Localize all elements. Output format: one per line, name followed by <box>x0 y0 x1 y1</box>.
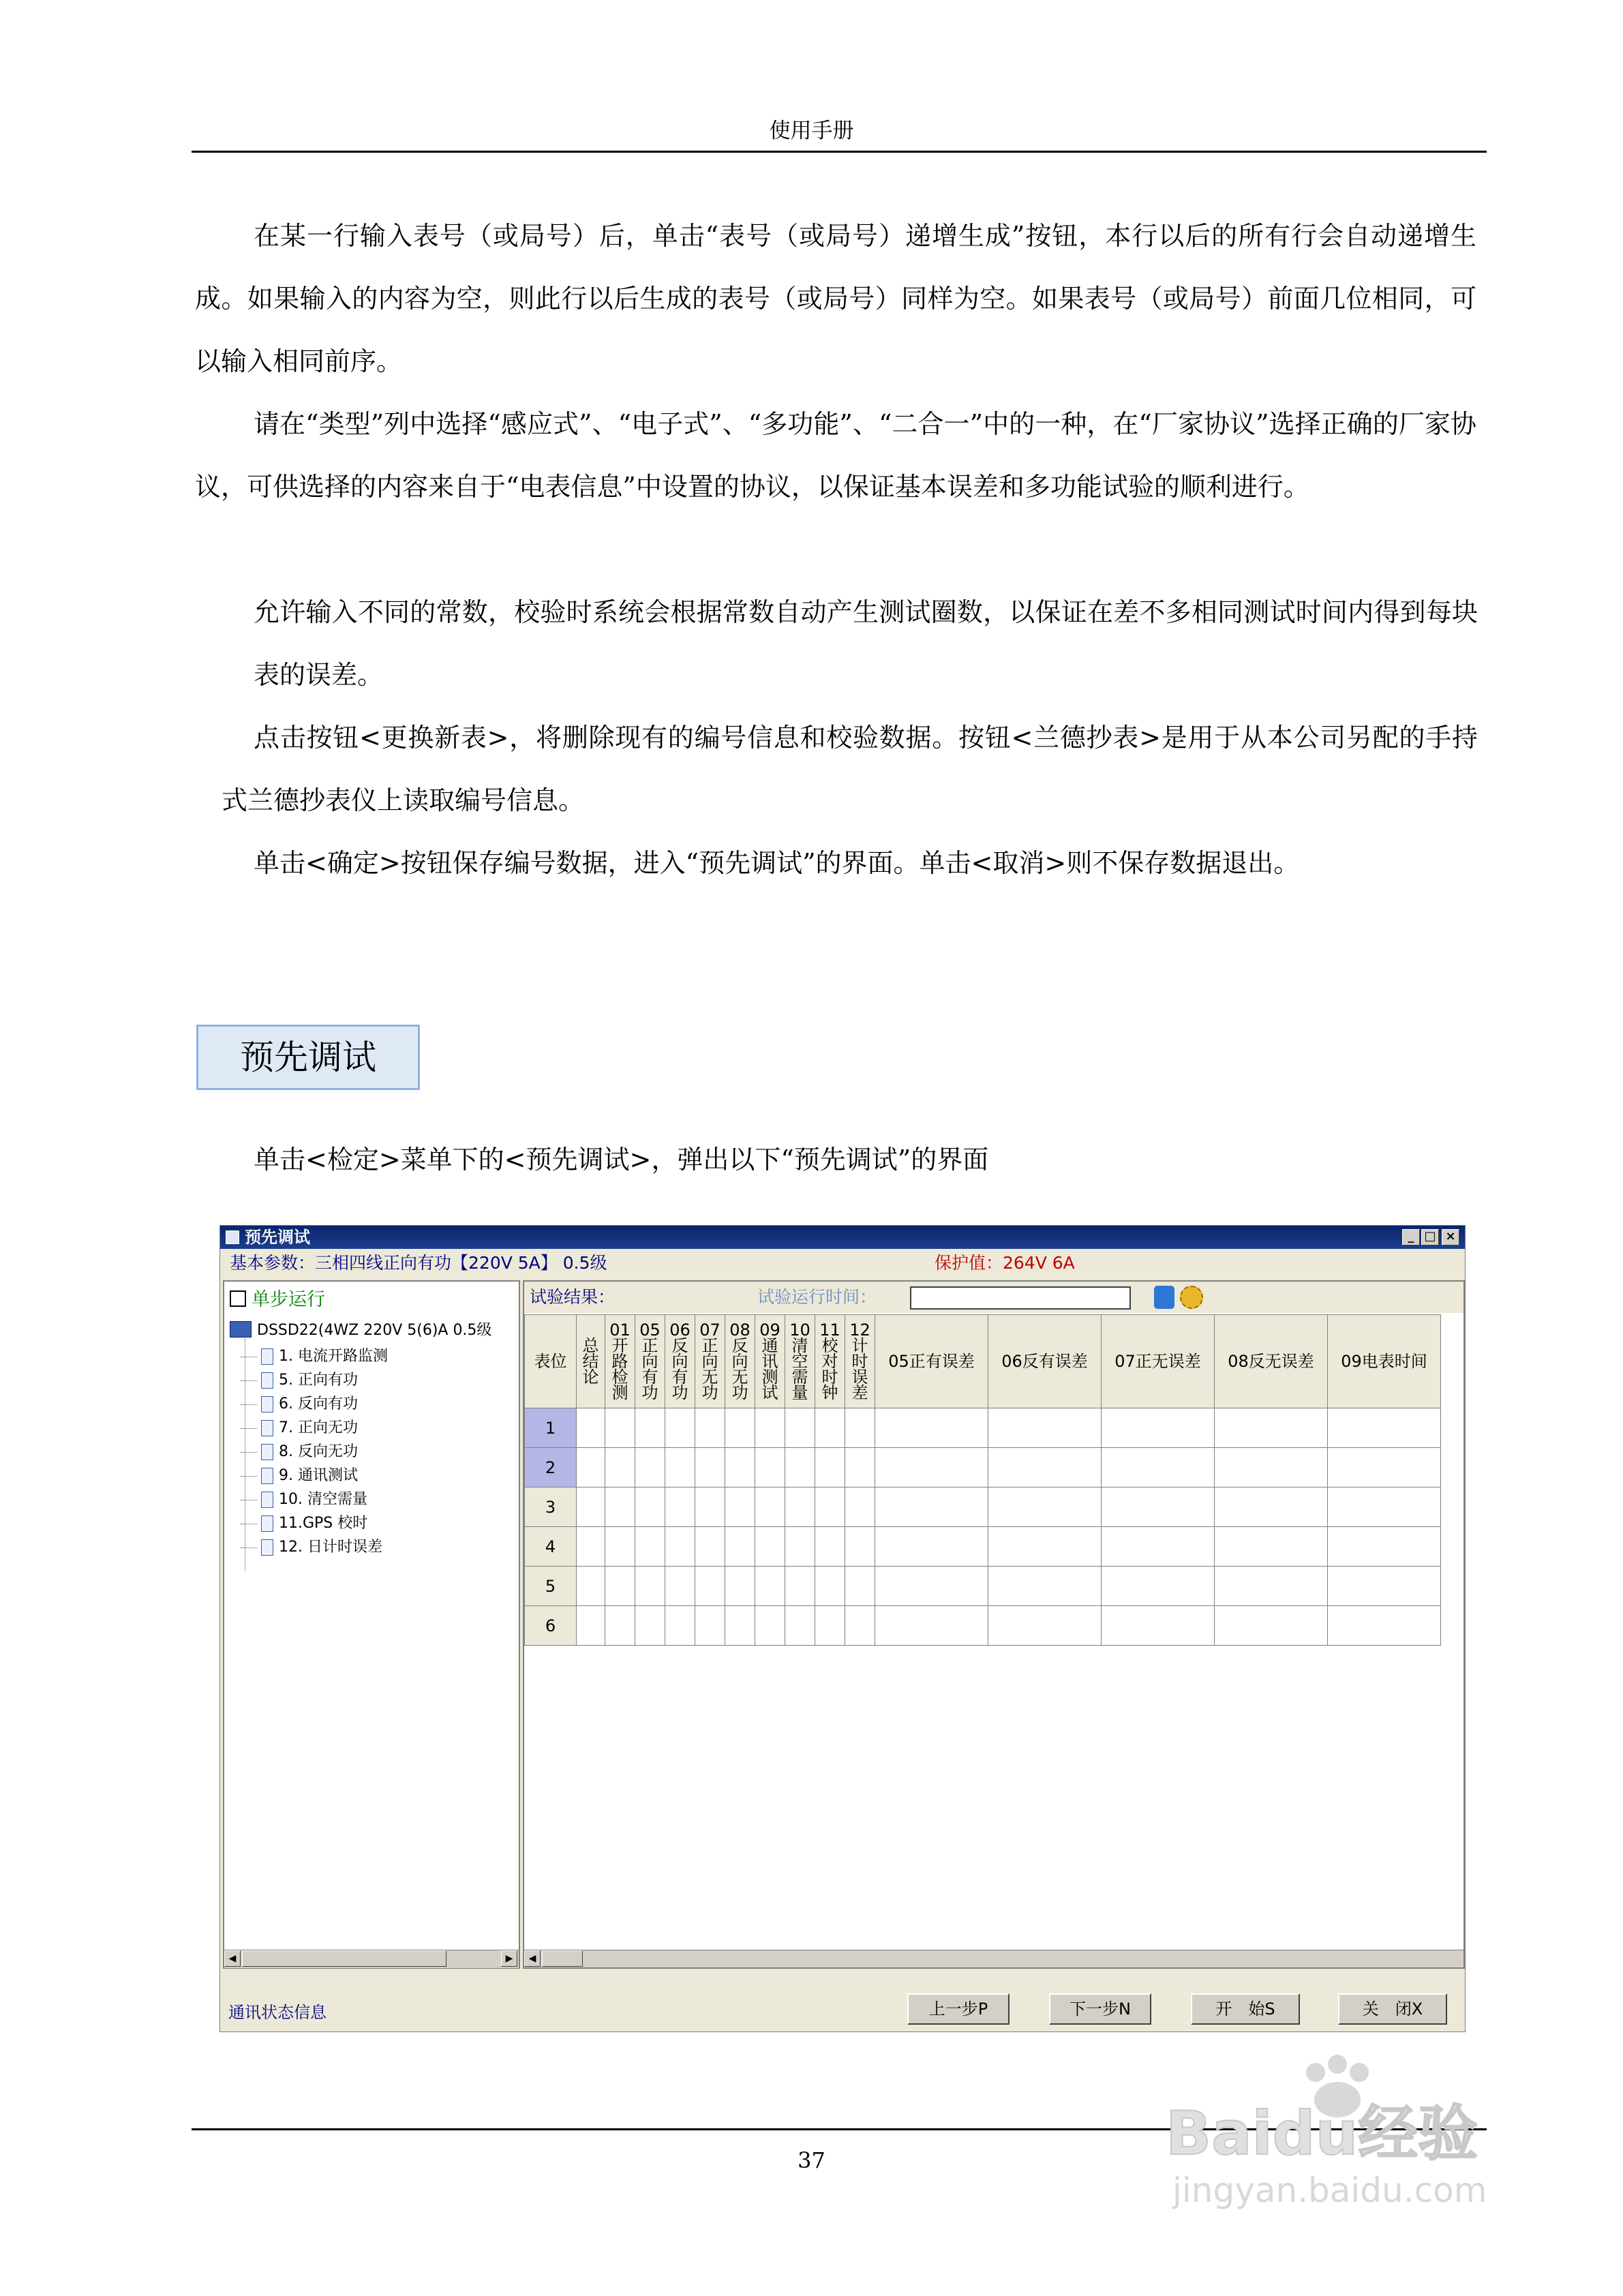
window-title: 预先调试 <box>245 1228 310 1247</box>
column-header[interactable]: 09电表时间 <box>1328 1315 1441 1408</box>
tree-root-label: DSSD22(4WZ 220V 5(6)A 0.5级 <box>257 1322 492 1339</box>
row-number[interactable]: 2 <box>525 1448 577 1487</box>
paragraph-3: 允许输入不同的常数，校验时系统会根据常数自动产生测试圈数，以保证在差不多相同测试时间内得到每块表的误差。 <box>254 597 1478 690</box>
left-hscrollbar[interactable] <box>224 1950 519 1968</box>
watermark-url: jingyan.baidu.com <box>1172 2171 1487 2210</box>
row-number[interactable]: 1 <box>525 1408 577 1448</box>
maximize-button[interactable]: □ <box>1421 1229 1439 1245</box>
minimize-button[interactable]: _ <box>1402 1229 1420 1245</box>
tree-item[interactable]: 9. 通讯测试 <box>241 1464 358 1485</box>
app-window <box>219 1225 1466 2032</box>
tree-item[interactable]: 7. 正向无功 <box>241 1416 358 1437</box>
window-icon <box>226 1230 239 1244</box>
column-header[interactable]: 07正向无功 <box>695 1315 725 1408</box>
tree-item[interactable]: 10. 清空需量 <box>241 1487 367 1509</box>
row-number[interactable]: 6 <box>525 1606 577 1646</box>
column-header[interactable]: 01开路检测 <box>605 1315 635 1408</box>
book-icon <box>230 1321 252 1338</box>
watermark-brand: Baidu经验 <box>1166 2098 1478 2169</box>
run-time-label: 试验运行时间： <box>757 1287 877 1307</box>
table-row[interactable] <box>525 1487 1441 1527</box>
paragraph-4: 点击按钮<更换新表>，将删除现有的编号信息和校验数据。按钮<兰德抄表>是用于从本公司另配的手持式兰德抄表仪上读取编号信息。 <box>222 723 1478 815</box>
params-label: 基本参数：三相四线正向有功【220V 5A】 0.5级 <box>230 1253 607 1273</box>
checkbox-box[interactable] <box>230 1290 246 1307</box>
status-text: 通讯状态信息 <box>228 2003 327 2022</box>
prev-step-button[interactable]: 上一步P <box>907 1993 1010 2025</box>
paragraph-2: 请在“类型”列中选择“感应式”、“电子式”、“多功能”、“二合一”中的一种，在“厂家协议”选择正确的厂家协议，可供选择的内容来自于“电表信息”中设置的协议，以保证基本误差和多功能试验的顺利进行。 <box>195 409 1476 502</box>
column-header[interactable]: 12计时误差 <box>845 1315 875 1408</box>
close-window-button[interactable]: × <box>1442 1229 1459 1245</box>
column-header[interactable]: 08反向无功 <box>725 1315 755 1408</box>
scroll-thumb[interactable] <box>542 1950 583 1967</box>
header-rule <box>192 151 1487 153</box>
table-row[interactable] <box>525 1527 1441 1567</box>
protect-label: 保护值：264V 6A <box>935 1253 1075 1273</box>
column-header[interactable]: 08反无误差 <box>1215 1315 1328 1408</box>
paw-toe <box>1306 2063 1325 2082</box>
tree-item[interactable]: 12. 日计时误差 <box>241 1535 382 1556</box>
intro-text: 单击<检定>菜单下的<预先调试>，弹出以下“预先调试”的界面 <box>254 1145 989 1175</box>
results-pane <box>523 1280 1465 1969</box>
status-bar <box>220 1976 1465 2031</box>
right-hscrollbar[interactable] <box>524 1950 1463 1968</box>
document-icon <box>261 1468 273 1484</box>
column-header[interactable]: 09通讯测试 <box>755 1315 785 1408</box>
row-number[interactable]: 5 <box>525 1567 577 1606</box>
results-label: 试验结果： <box>530 1287 616 1307</box>
tree-item[interactable]: 8. 反向无功 <box>241 1440 358 1461</box>
table-row[interactable] <box>525 1567 1441 1606</box>
table-row[interactable] <box>525 1448 1441 1487</box>
tree-item[interactable]: 1. 电流开路监测 <box>241 1344 388 1365</box>
column-header[interactable]: 07正无误差 <box>1102 1315 1215 1408</box>
page-header-title: 使用手册 <box>769 119 854 143</box>
column-header[interactable]: 06反向有功 <box>665 1315 695 1408</box>
column-header[interactable]: 总结论 <box>577 1315 605 1408</box>
tree-item[interactable]: 11.GPS 校时 <box>241 1511 367 1532</box>
section-title: 预先调试 <box>196 1025 420 1090</box>
close-button[interactable]: 关 闭X <box>1338 1993 1447 2025</box>
document-icon <box>261 1492 273 1508</box>
document-icon <box>261 1396 273 1413</box>
page-number: 37 <box>798 2147 825 2173</box>
paragraph-1: 在某一行输入表号（或局号）后，单击“表号（或局号）递增生成”按钮，本行以后的所有行会自动递增生成。如果输入的内容为空，则此行以后生成的表号（或局号）同样为空。如果表号（或局号）前面几位相同，可以输入相同前序。 <box>195 221 1476 376</box>
baidu-watermark <box>1159 2045 1541 2222</box>
run-time-input[interactable] <box>910 1286 1131 1310</box>
document-icon <box>261 1372 273 1389</box>
column-header[interactable]: 表位 <box>525 1315 577 1408</box>
scroll-left-arrow-icon[interactable]: ◀ <box>224 1950 241 1967</box>
tree-item[interactable]: 6. 反向有功 <box>241 1392 358 1413</box>
single-step-checkbox[interactable] <box>230 1284 325 1311</box>
tree-item[interactable]: 5. 正向有功 <box>241 1368 358 1389</box>
database-icon[interactable] <box>1154 1286 1174 1309</box>
scroll-left-arrow-icon[interactable]: ◀ <box>524 1950 541 1967</box>
column-header[interactable]: 05正有误差 <box>875 1315 988 1408</box>
scroll-thumb[interactable] <box>242 1950 446 1967</box>
row-number[interactable]: 3 <box>525 1487 577 1527</box>
start-button[interactable]: 开 始S <box>1191 1993 1300 2025</box>
tree-root[interactable] <box>230 1318 491 1340</box>
document-icon <box>261 1515 273 1532</box>
document-icon <box>261 1444 273 1460</box>
row-number[interactable]: 4 <box>525 1527 577 1567</box>
table-row[interactable] <box>525 1408 1441 1448</box>
single-step-label: 单步运行 <box>252 1289 325 1310</box>
column-header[interactable]: 05正向有功 <box>635 1315 665 1408</box>
table-row[interactable] <box>525 1606 1441 1646</box>
paragraph-5: 单击<确定>按钮保存编号数据，进入“预先调试”的界面。单击<取消>则不保存数据退出。 <box>254 848 1300 878</box>
paw-toe <box>1350 2063 1369 2082</box>
test-tree-pane <box>223 1280 520 1969</box>
params-row <box>220 1249 1465 1278</box>
paw-toe <box>1328 2055 1347 2074</box>
column-header[interactable]: 06反有误差 <box>988 1315 1102 1408</box>
column-header[interactable]: 11校对时钟 <box>815 1315 845 1408</box>
results-bar <box>524 1282 1463 1313</box>
document-icon <box>261 1420 273 1436</box>
results-grid <box>524 1314 1441 1646</box>
title-bar <box>220 1226 1465 1249</box>
column-header[interactable]: 10清空需量 <box>785 1315 815 1408</box>
scroll-right-arrow-icon[interactable]: ▶ <box>501 1950 517 1967</box>
document-icon <box>261 1348 273 1365</box>
next-step-button[interactable]: 下一步N <box>1049 1993 1151 2025</box>
document-icon <box>261 1539 273 1556</box>
gear-icon[interactable] <box>1180 1286 1203 1309</box>
